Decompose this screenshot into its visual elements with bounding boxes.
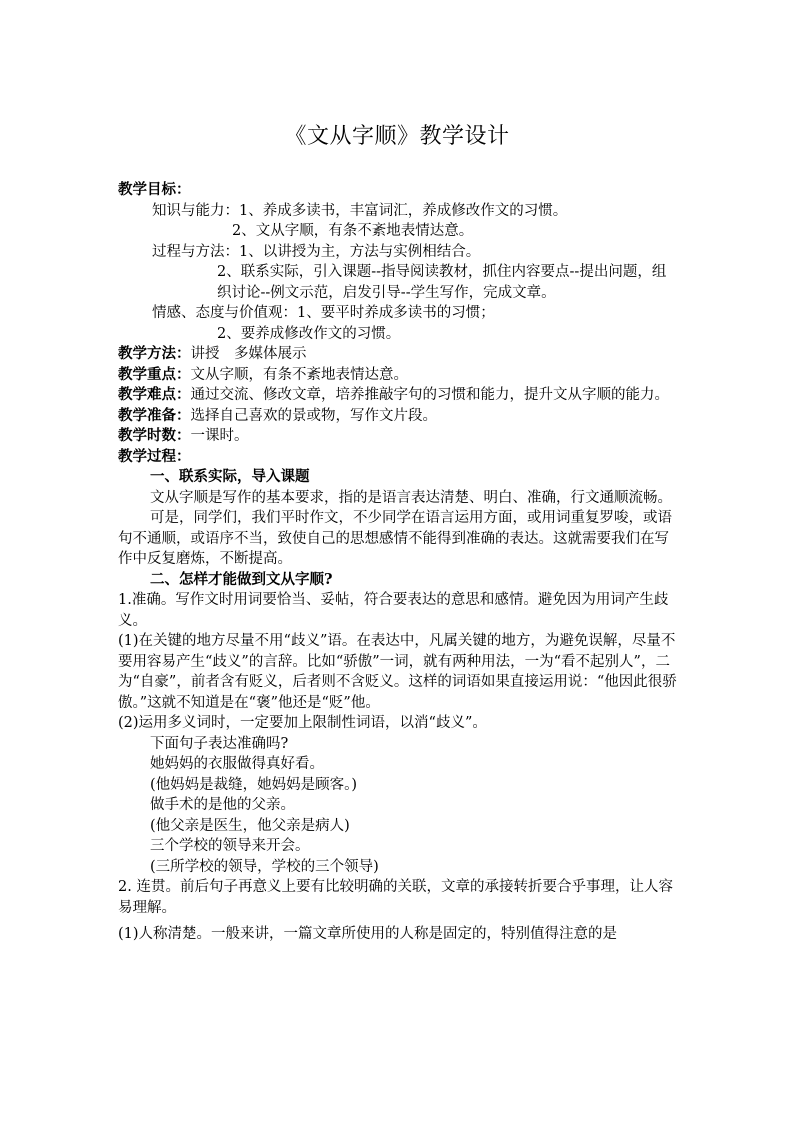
section1-title: 一、联系实际，导入课题 (150, 468, 310, 485)
example-line: 做手术的是他的父亲。 (150, 797, 295, 813)
key-point-text: 文从字顺，有条不紊地表情达意。 (190, 366, 408, 383)
example-line: (三所学校的领导，学校的三个领导) (150, 858, 379, 875)
section1-paragraph-2: 可是，同学们，我们平时作文，不少同学在语言运用方面，或用词重复罗唆，或语句不通顺，或语序不当，致使自己的思想感情不能得到准确的表达。这就需要我们在写作中反复磨炼，不断提高。 (118, 510, 672, 567)
example-line: 她妈妈的衣服做得真好看。 (150, 756, 324, 772)
key-point-label: 教学重点： (118, 365, 191, 383)
knowledge-item-2: 2、文从字顺，有条不紊地表情达意。 (232, 223, 474, 239)
hours-label: 教学时数： (118, 427, 191, 444)
point-1: 1.准确。写作文时用词要恰当、妥帖，符合要表达的意思和感情。避免因为用词产生歧义。 (118, 592, 669, 629)
method-text: 讲授 多媒体展示 (190, 346, 307, 362)
section1-paragraph-1: 文从字顺是写作的基本要求，指的是语言表达清楚、明白、准确，行文通顺流畅。 (150, 489, 672, 506)
emotion-item-2: 2、要养成修改作文的习惯。 (217, 325, 401, 342)
knowledge-label: 知识与能力： (152, 202, 239, 219)
point-2: 2. 连贯。前后句子再意义上要有比较明确的关联，文章的承接转折要合乎事理，让人容易理解。 (118, 879, 673, 916)
key-point-line (118, 365, 678, 386)
point-2-sub-1: (1)人称清楚。一般来讲，一篇文章所使用的人称是固定的，特别值得注意的是 (118, 926, 618, 942)
page-title: 《文从字顺》教学设计 (284, 124, 510, 149)
difficulty-line (118, 385, 678, 406)
document-body (118, 180, 678, 945)
knowledge-item-1: 1、养成多读书，丰富词汇，养成修改作文的习惯。 (239, 202, 568, 219)
process-line-1 (118, 242, 678, 263)
example-line: 三个学校的领导来开会。 (150, 838, 310, 854)
emotion-label: 情感、态度与价值观： (152, 305, 297, 321)
difficulty-label: 教学难点： (118, 386, 191, 403)
objectives-heading: 教学目标： (118, 181, 191, 198)
point-1-sub-2: (2)运用多义词时，一定要加上限制性词语，以消“歧义”。 (118, 715, 487, 731)
section2-title: 二、怎样才能做到文从字顺? (150, 570, 333, 588)
hours-text: 一课时。 (190, 428, 249, 444)
process-heading: 教学过程： (118, 447, 191, 465)
process-item-2: 2、联系实际，引入课题--指导阅读教材，抓住内容要点--提出问题，组织讨论--例文示范，启发引导--学生写作，完成文章。 (217, 264, 667, 301)
emotion-line-1 (118, 303, 678, 324)
example-line: (他父亲是医生，他父亲是病人) (150, 817, 350, 834)
process-label: 过程与方法： (152, 243, 239, 260)
difficulty-text: 通过交流、修改文章，培养推敲字句的习惯和能力，提升文从字顺的能力。 (190, 387, 669, 403)
preparation-label: 教学准备： (118, 406, 191, 424)
emotion-item-1: 1、要平时养成多读书的习惯； (297, 305, 495, 321)
method-label: 教学方法： (118, 345, 191, 362)
knowledge-line-1 (118, 201, 678, 222)
hours-line (118, 426, 678, 447)
preparation-line (118, 406, 678, 427)
point-1-sub-1: (1)在关键的地方尽量不用“歧义”语。在表达中，凡属关键的地方，为避免误解，尽量不要用容易产生“歧义”的言辞。比如“骄傲”一词，就有两种用法，一为“看不起别人”，二为“自豪”，前者含有贬义，后者则不含贬义。这样的词语如果直接运用说：“他因此很骄傲。”这就不知道是在“褒”他还是“贬”他。 (118, 633, 677, 711)
preparation-text: 选择自己喜欢的景或物，写作文片段。 (190, 407, 437, 424)
example-line: 下面句子表达准确吗? (150, 735, 289, 752)
method-line (118, 344, 678, 365)
process-item-1: 1、以讲授为主，方法与实例相结合。 (239, 243, 481, 260)
example-line: (他妈妈是裁缝，她妈妈是顾客。) (150, 776, 358, 793)
